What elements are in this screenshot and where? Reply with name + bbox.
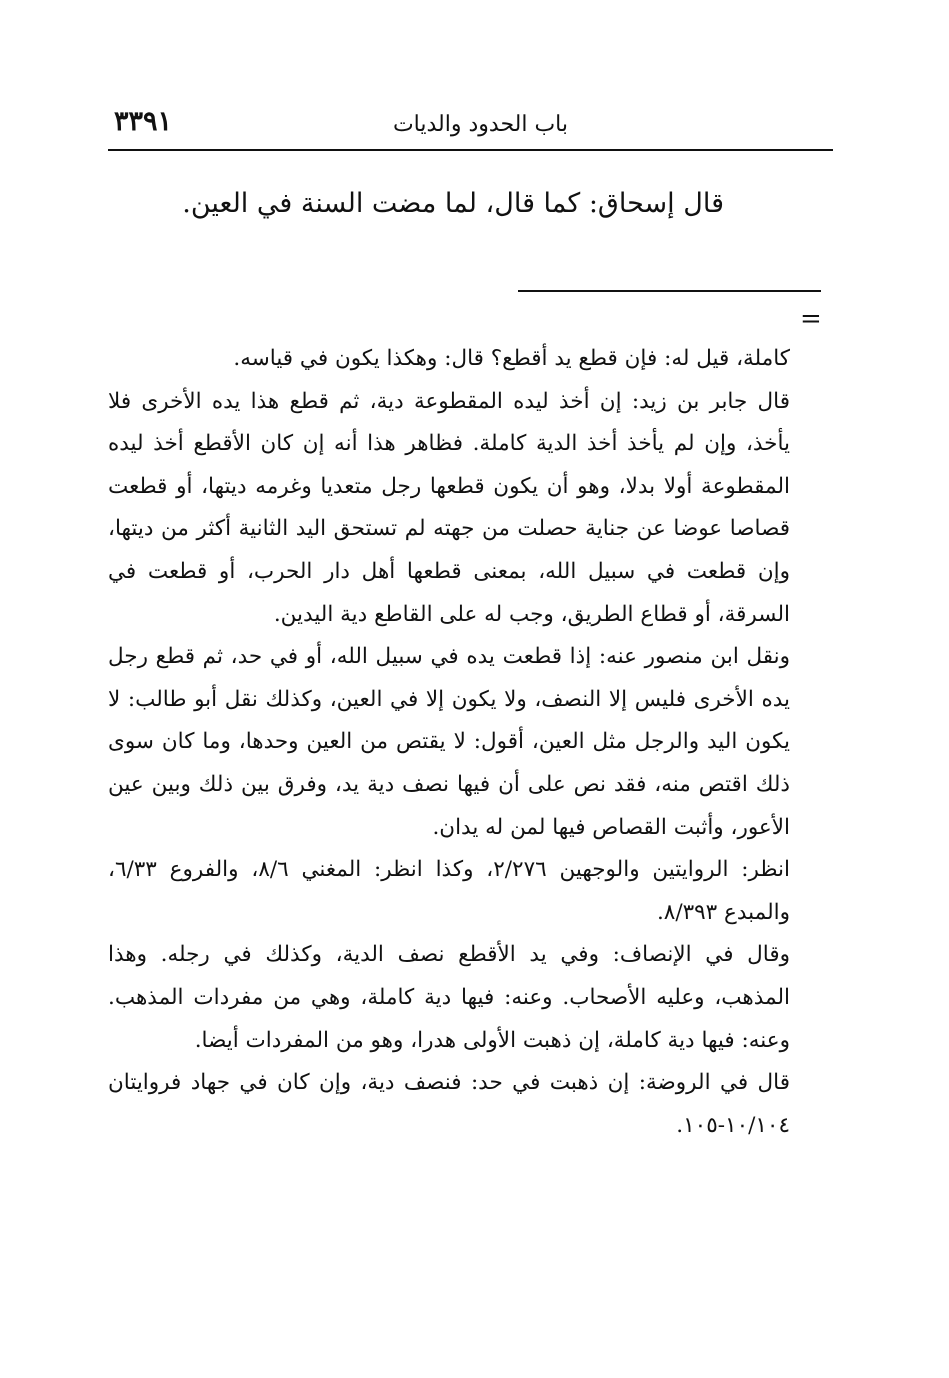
footnotes	[108, 338, 790, 1147]
footnote-continuation-mark: =	[800, 304, 822, 334]
footnote-divider	[518, 290, 821, 292]
page-number: ٣٣٩١	[114, 106, 173, 137]
footnote-paragraph: وقال في الإنصاف: وفي يد الأقطع نصف الدية، وكذلك في رجله. وهذا المذهب، وعليه الأصحاب. وعنه: فيها دية كاملة، وهي من مفردات المذهب. وعنه: فيها دية كاملة، إن ذهبت الأولى هدرا، وهو من المفردات أيضا.	[108, 942, 790, 1053]
footnote-paragraph: قال جابر بن زيد: إن أخذ ليده المقطوعة دية، ثم قطع هذا يده الأخرى فلا يأخذ، وإن لم يأخذ أخذ الدية كاملة. فظاهر هذا أنه إن كان الأقطع أخذ ليده المقطوعة أولا بدلا، وهو أن يكون قطعها رجل متعديا وغرمه ديتها، أو قطعت قصاصا عوضا عن جناية حصلت من جهته لم تستحق اليد الثانية أكثر من ديتها، وإن قطعت في سبيل الله، بمعنى قطعها أهل دار الحرب، أو قطعت في السرقة، أو قطاع الطريق، وجب له على القاطع دية اليدين.	[108, 388, 790, 627]
chapter-title: باب الحدود والديات	[392, 112, 568, 137]
footnote-paragraph: قال في الروضة: إن ذهبت في حد: فنصف دية، وإن كان في جهاد فروايتان ١٠/١٠٤-١٠٥.	[108, 1070, 790, 1138]
header-divider	[108, 149, 833, 151]
footnote-paragraph: ونقل ابن منصور عنه: إذا قطعت يده في سبيل الله، أو في حد، ثم قطع رجل يده الأخرى فليس إلا النصف، ولا يكون إلا في العين، وكذلك نقل أبو طالب: لا يكون اليد والرجل مثل العين، أقول: لا يقتص من العين وحدها، وما كان سوى ذلك اقتص منه، فقد نص على أن فيها نصف دية يد، وفرق بين ذلك وبين عين الأعور، وأثبت القصاص فيها لمن له يدان.	[108, 644, 790, 840]
footnote-paragraph: كاملة، قيل له: فإن قطع يد أقطع؟ قال: وهكذا يكون في قياسه.	[233, 346, 790, 371]
footnote-paragraph: انظر: الروايتين والوجهين ٢/٢٧٦، وكذا انظر: المغني ٨/٦، والفروع ٦/٣٣، والمبدع ٨/٣٩٣.	[108, 857, 791, 925]
main-text-line: قال إسحاق: كما قال، لما مضت السنة في العين.	[182, 188, 724, 219]
running-header	[108, 106, 833, 148]
